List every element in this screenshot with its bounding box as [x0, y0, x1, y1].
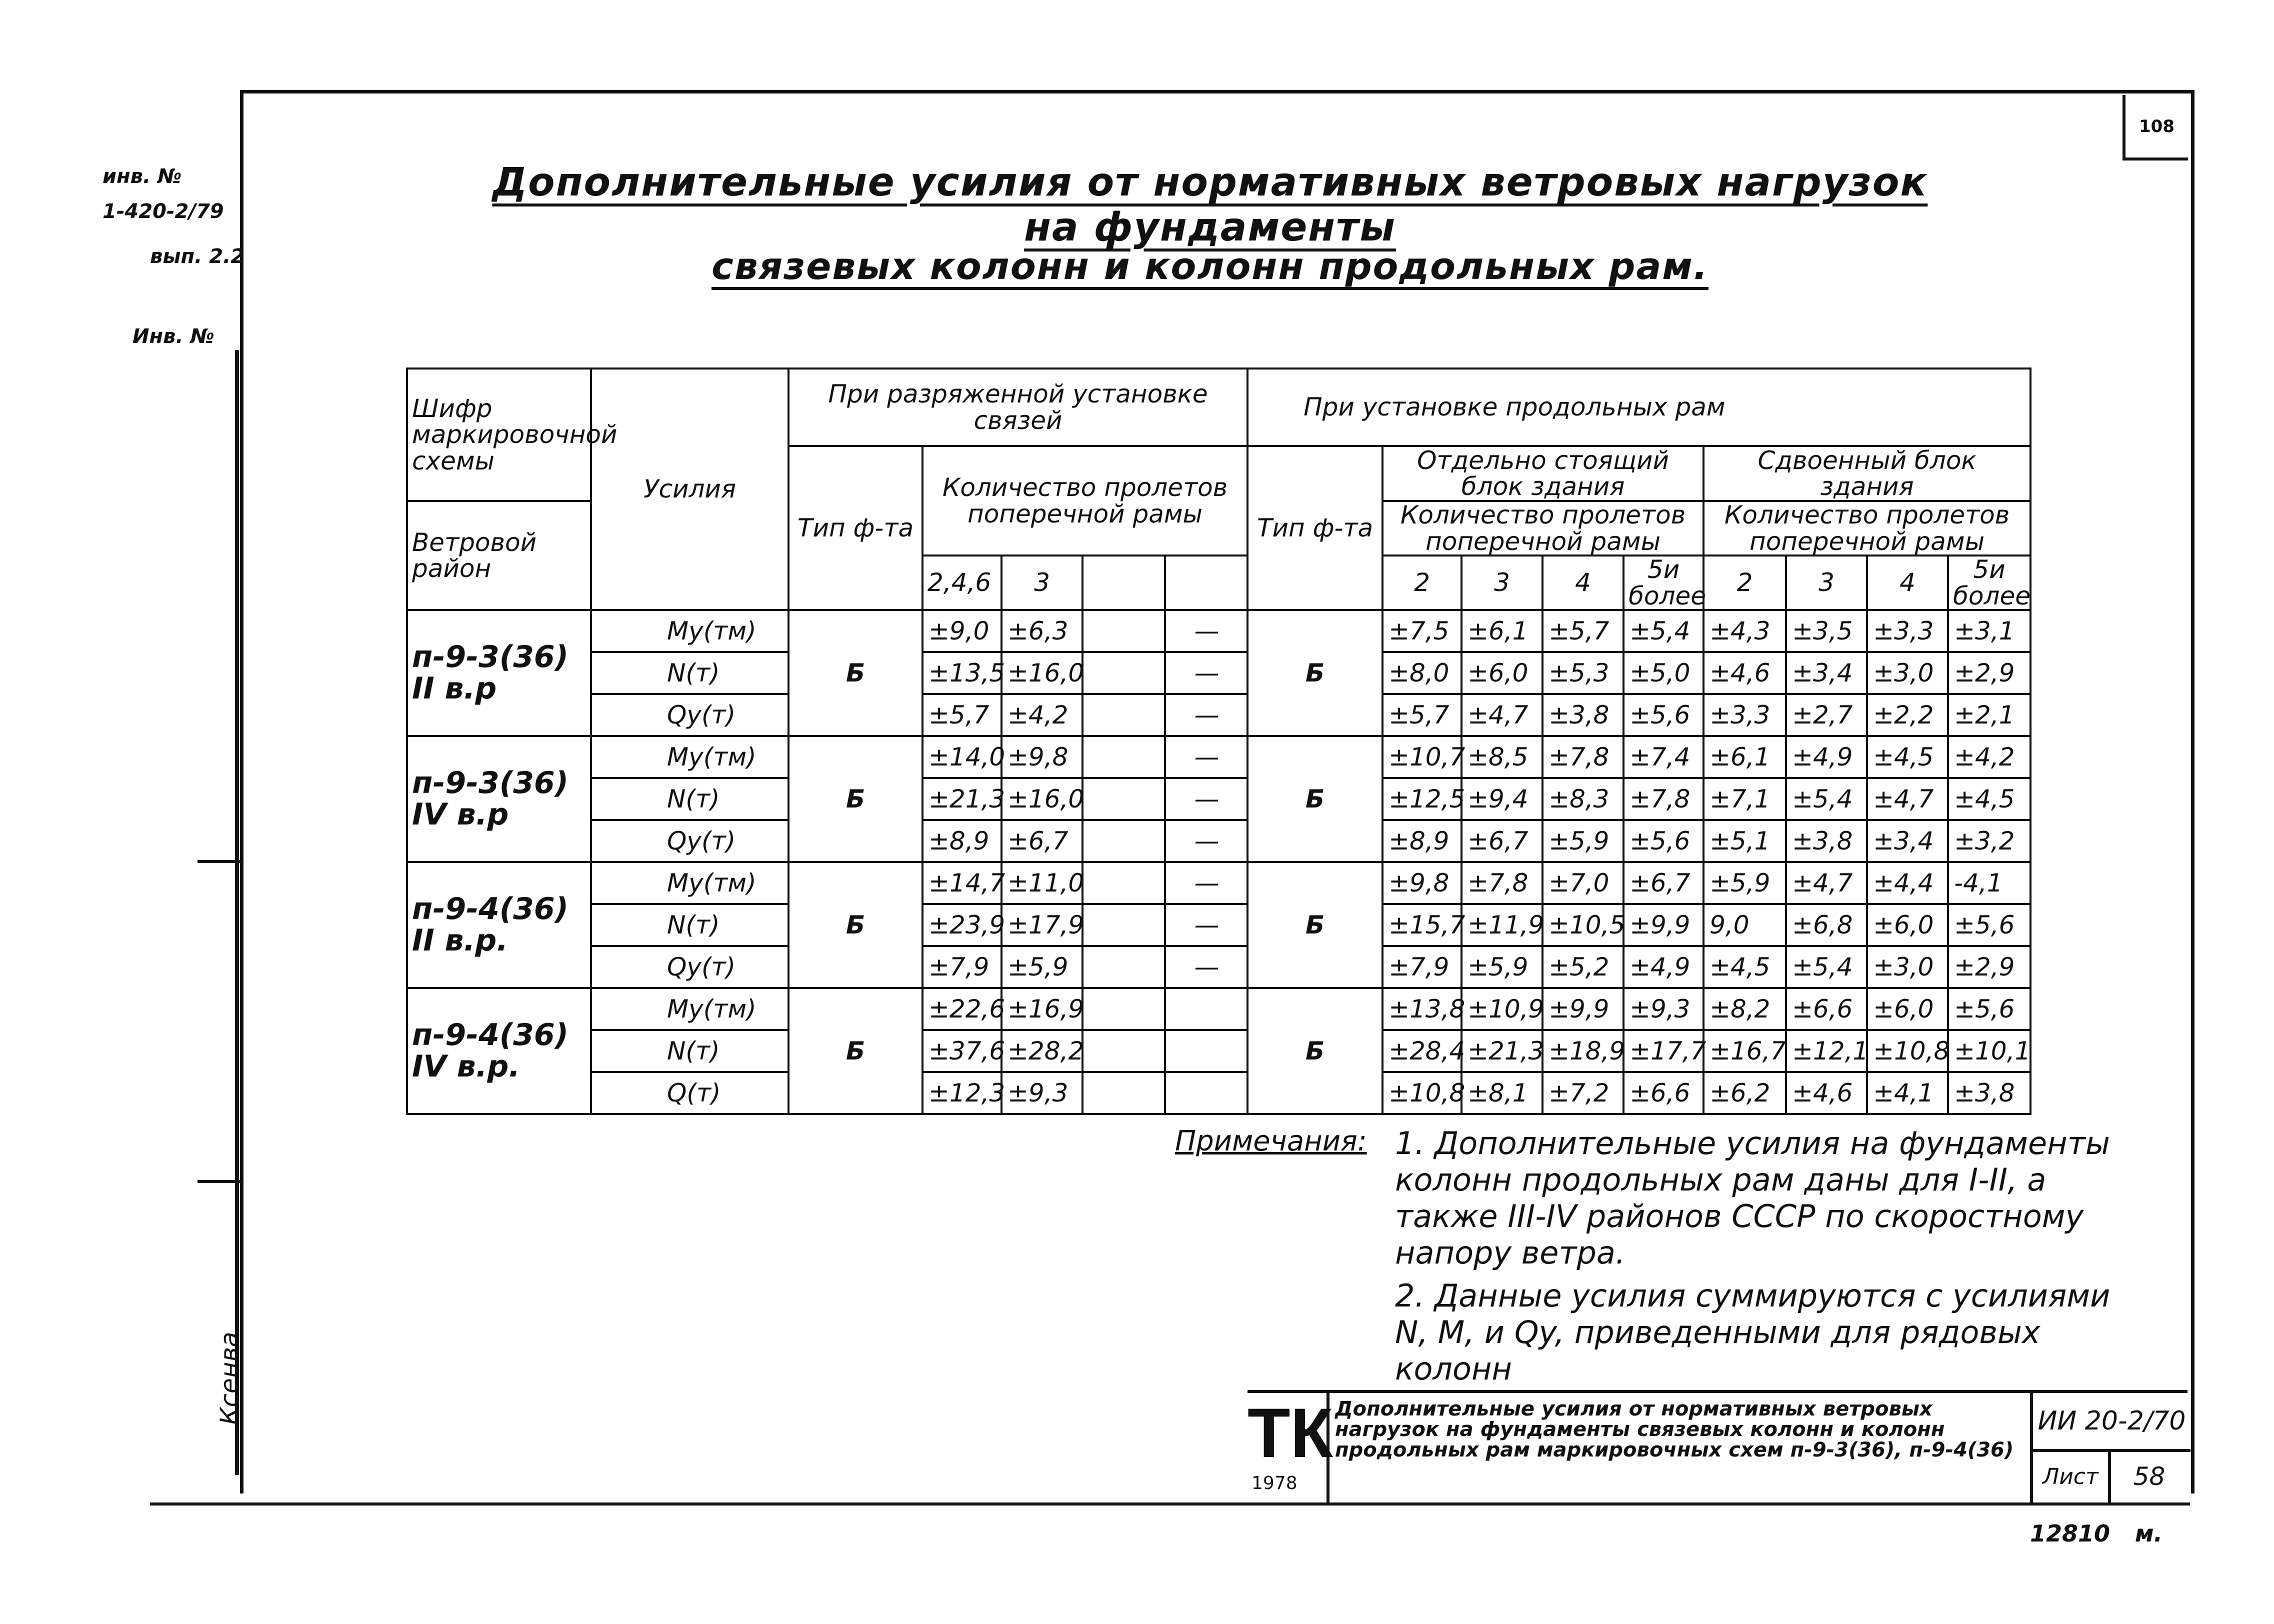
value-cell-right-1: ±10,8 — [1382, 1072, 1462, 1114]
value-cell-right-6: ±4,9 — [1786, 736, 1867, 778]
stamp-logo — [1248, 1393, 1333, 1503]
stamp-series: ИИ 20-2/70 — [2033, 1393, 2190, 1452]
stamp-right-cells — [2030, 1393, 2190, 1506]
value-cell-right-8: ±3,2 — [1948, 820, 2030, 862]
value-cell-left-4: — — [1165, 904, 1248, 946]
force-label: My(тм) — [591, 736, 788, 778]
value-cell-right-2: ±4,7 — [1462, 694, 1542, 736]
value-cell-left-1: ±9,0 — [922, 610, 1002, 652]
value-cell-left-2: ±17,9 — [1002, 904, 1082, 946]
value-cell-right-1: ±7,5 — [1382, 610, 1462, 652]
value-cell-right-8: ±3,1 — [1948, 610, 2030, 652]
sub-col-left-3 — [1082, 556, 1165, 610]
value-cell-right-6: ±6,6 — [1786, 988, 1867, 1030]
value-cell-left-2: ±9,8 — [1002, 736, 1082, 778]
value-cell-right-2: ±10,9 — [1462, 988, 1542, 1030]
scheme-code-cell — [407, 988, 591, 1114]
value-cell-right-1: ±9,8 — [1382, 862, 1462, 904]
value-cell-left-1: ±8,9 — [922, 820, 1002, 862]
value-cell-right-4: ±9,9 — [1624, 904, 1704, 946]
value-cell-left-1: ±13,5 — [922, 652, 1002, 694]
value-cell-left-3 — [1082, 904, 1165, 946]
value-cell-right-3: ±7,2 — [1542, 1072, 1624, 1114]
value-cell-right-5: ±4,5 — [1704, 946, 1786, 988]
value-cell-right-3: ±5,2 — [1542, 946, 1624, 988]
value-cell-right-4: ±5,6 — [1624, 694, 1704, 736]
value-cell-left-4: — — [1165, 820, 1248, 862]
value-cell-right-3: ±8,3 — [1542, 778, 1624, 820]
value-cell-right-3: ±3,8 — [1542, 694, 1624, 736]
header-separate-block: Отдельно стоящий блок здания — [1382, 446, 1704, 501]
value-cell-right-6: ±2,7 — [1786, 694, 1867, 736]
foundation-type-right: Б — [1248, 736, 1382, 862]
value-cell-right-7: ±2,2 — [1867, 694, 1948, 736]
value-cell-right-7: ±3,4 — [1867, 820, 1948, 862]
table-row — [407, 946, 2030, 988]
value-cell-right-7: ±3,0 — [1867, 652, 1948, 694]
value-cell-right-8: ±5,6 — [1948, 904, 2030, 946]
value-cell-left-2: ±4,2 — [1002, 694, 1082, 736]
value-cell-right-5: ±6,1 — [1704, 736, 1786, 778]
value-cell-left-2: ±5,9 — [1002, 946, 1082, 988]
value-cell-left-4 — [1165, 1030, 1248, 1072]
header-wind-region: Ветровой район — [407, 501, 591, 610]
scheme-code: п-9-3(36) — [412, 640, 569, 674]
value-cell-right-3: ±7,8 — [1542, 736, 1624, 778]
force-label: Qy(т) — [591, 820, 788, 862]
value-cell-right-8: ±5,6 — [1948, 988, 2030, 1030]
scheme-code: п-9-4(36) — [412, 892, 569, 926]
value-cell-left-1: ±22,6 — [922, 988, 1002, 1030]
bottom-mark: м. — [2135, 1520, 2163, 1547]
force-label: My(тм) — [591, 610, 788, 652]
value-cell-right-4: ±5,6 — [1624, 820, 1704, 862]
force-label: Qy(т) — [591, 694, 788, 736]
value-cell-right-2: ±7,8 — [1462, 862, 1542, 904]
header-type-left: Тип ф-та — [788, 446, 922, 610]
title-line-1: Дополнительные усилия от нормативных ветровых нагрузок на фундаменты — [492, 160, 1928, 250]
value-cell-right-5: ±7,1 — [1704, 778, 1786, 820]
scheme-code-cell — [407, 610, 591, 736]
value-cell-left-2: ±16,9 — [1002, 988, 1082, 1030]
sub-col-right-6: 3 — [1786, 556, 1867, 610]
note-item: 2. Данные усилия суммируются с усилиями N, M, и Qy, приведенными для рядовых колонн — [1395, 1277, 2110, 1387]
forces-table — [406, 368, 2032, 1115]
value-cell-left-3 — [1082, 1030, 1165, 1072]
sub-col-right-1: 2 — [1382, 556, 1462, 610]
value-cell-left-3 — [1082, 778, 1165, 820]
value-cell-right-1: ±8,9 — [1382, 820, 1462, 862]
value-cell-right-2: ±8,5 — [1462, 736, 1542, 778]
value-cell-left-3 — [1082, 946, 1165, 988]
value-cell-left-4 — [1165, 988, 1248, 1030]
value-cell-right-4: ±6,6 — [1624, 1072, 1704, 1114]
scheme-code: п-9-3(36) — [412, 766, 569, 800]
value-cell-right-8: ±3,8 — [1948, 1072, 2030, 1114]
value-cell-right-2: ±6,1 — [1462, 610, 1542, 652]
table-row — [407, 652, 2030, 694]
value-cell-right-7: ±4,7 — [1867, 778, 1948, 820]
value-cell-left-2: ±16,0 — [1002, 778, 1082, 820]
value-cell-right-1: ±10,7 — [1382, 736, 1462, 778]
wind-region: II в.р — [412, 671, 497, 706]
sub-col-right-5: 2 — [1704, 556, 1786, 610]
value-cell-right-4: ±6,7 — [1624, 862, 1704, 904]
value-cell-right-7: ±6,0 — [1867, 904, 1948, 946]
notes-label: Примечания: — [1175, 1125, 1367, 1158]
bottom-rule — [150, 1502, 2190, 1506]
value-cell-right-7: ±4,4 — [1867, 862, 1948, 904]
sub-col-left-1: 2,4,6 — [922, 556, 1002, 610]
bottom-code: 12810 — [2030, 1520, 2110, 1547]
value-cell-left-3 — [1082, 610, 1165, 652]
value-cell-right-7: ±10,8 — [1867, 1030, 1948, 1072]
value-cell-right-6: ±5,4 — [1786, 946, 1867, 988]
table-row — [407, 820, 2030, 862]
value-cell-right-4: ±5,4 — [1624, 610, 1704, 652]
value-cell-right-1: ±13,8 — [1382, 988, 1462, 1030]
header-spans-right-2: Количество пролетов поперечной рамы — [1704, 501, 2030, 556]
scheme-code: п-9-4(36) — [412, 1018, 569, 1052]
wind-region: II в.р. — [412, 923, 508, 958]
value-cell-left-2: ±16,0 — [1002, 652, 1082, 694]
value-cell-left-3 — [1082, 820, 1165, 862]
value-cell-right-5: ±6,2 — [1704, 1072, 1786, 1114]
scheme-code-cell — [407, 736, 591, 862]
value-cell-left-3 — [1082, 736, 1165, 778]
foundation-type-left: Б — [788, 736, 922, 862]
value-cell-left-3 — [1082, 862, 1165, 904]
table-row — [407, 988, 2030, 1030]
value-cell-left-2: ±9,3 — [1002, 1072, 1082, 1114]
value-cell-right-3: ±7,0 — [1542, 862, 1624, 904]
foundation-type-right: Б — [1248, 988, 1382, 1114]
value-cell-right-4: ±4,9 — [1624, 946, 1704, 988]
value-cell-left-3 — [1082, 694, 1165, 736]
header-group-right: При установке продольных рам — [1248, 368, 2030, 446]
value-cell-left-1: ±14,0 — [922, 736, 1002, 778]
value-cell-right-4: ±5,0 — [1624, 652, 1704, 694]
value-cell-right-7: ±4,5 — [1867, 736, 1948, 778]
value-cell-left-3 — [1082, 652, 1165, 694]
value-cell-left-4 — [1165, 1072, 1248, 1114]
header-group-left: При разряженной установке связей — [788, 368, 1248, 446]
value-cell-right-2: ±6,0 — [1462, 652, 1542, 694]
value-cell-right-2: ±11,9 — [1462, 904, 1542, 946]
value-cell-right-3: ±5,9 — [1542, 820, 1624, 862]
value-cell-left-2: ±6,3 — [1002, 610, 1082, 652]
value-cell-right-6: ±3,4 — [1786, 652, 1867, 694]
margin-ref-1: инв. № — [102, 165, 182, 188]
wind-region: IV в.р — [412, 797, 509, 832]
table-row — [407, 610, 2030, 652]
force-label: My(тм) — [591, 988, 788, 1030]
value-cell-right-2: ±6,7 — [1462, 820, 1542, 862]
value-cell-right-3: ±5,3 — [1542, 652, 1624, 694]
value-cell-right-5: ±16,7 — [1704, 1030, 1786, 1072]
value-cell-left-1: ±37,6 — [922, 1030, 1002, 1072]
value-cell-right-6: ±6,8 — [1786, 904, 1867, 946]
value-cell-left-1: ±23,9 — [922, 904, 1002, 946]
sub-col-left-4 — [1165, 556, 1248, 610]
sub-col-left-2: 3 — [1002, 556, 1082, 610]
value-cell-right-1: ±5,7 — [1382, 694, 1462, 736]
value-cell-right-5: ±4,6 — [1704, 652, 1786, 694]
margin-line — [235, 350, 239, 1475]
stamp-sheet-label: Лист — [2033, 1449, 2111, 1504]
value-cell-right-6: ±5,4 — [1786, 778, 1867, 820]
sub-col-right-7: 4 — [1867, 556, 1948, 610]
force-label: Q(т) — [591, 1072, 788, 1114]
margin-vertical-name: Ксенва — [215, 1332, 244, 1425]
sub-col-right-4: 5и более — [1624, 556, 1704, 610]
value-cell-right-5: 9,0 — [1704, 904, 1786, 946]
value-cell-right-1: ±8,0 — [1382, 652, 1462, 694]
value-cell-left-4: — — [1165, 946, 1248, 988]
table-body — [407, 610, 2030, 1114]
header-forces: Усилия — [591, 368, 788, 610]
title-line-2: связевых колонн и колонн продольных рам. — [711, 245, 1709, 288]
wind-region: IV в.р. — [412, 1049, 520, 1084]
stamp-description: Дополнительные усилия от нормативных ветровых нагрузок на фундаменты связевых колонн и колонн продольных рам маркировочных схем п-9-3(36), п-9-4(36) — [1335, 1398, 2014, 1462]
foundation-type-left: Б — [788, 862, 922, 988]
value-cell-left-1: ±7,9 — [922, 946, 1002, 988]
value-cell-right-5: ±4,3 — [1704, 610, 1786, 652]
value-cell-right-3: ±10,5 — [1542, 904, 1624, 946]
value-cell-right-7: ±3,3 — [1867, 610, 1948, 652]
value-cell-right-7: ±4,1 — [1867, 1072, 1948, 1114]
value-cell-right-6: ±4,6 — [1786, 1072, 1867, 1114]
value-cell-left-4: — — [1165, 778, 1248, 820]
header-scheme-code: Шифр маркировочной схемы — [407, 368, 591, 501]
header-joined-block: Сдвоенный блок здания — [1704, 446, 2030, 501]
value-cell-left-4: — — [1165, 862, 1248, 904]
margin-divider — [198, 1180, 240, 1183]
value-cell-left-3 — [1082, 1072, 1165, 1114]
header-type-right: Тип ф-та — [1248, 446, 1382, 610]
value-cell-right-6: ±3,5 — [1786, 610, 1867, 652]
value-cell-right-1: ±28,4 — [1382, 1030, 1462, 1072]
value-cell-left-1: ±5,7 — [922, 694, 1002, 736]
value-cell-right-2: ±8,1 — [1462, 1072, 1542, 1114]
value-cell-right-4: ±17,7 — [1624, 1030, 1704, 1072]
table-row — [407, 1072, 2030, 1114]
sub-col-right-3: 4 — [1542, 556, 1624, 610]
value-cell-right-4: ±7,4 — [1624, 736, 1704, 778]
value-cell-left-4: — — [1165, 652, 1248, 694]
value-cell-right-8: ±4,2 — [1948, 736, 2030, 778]
value-cell-right-1: ±12,5 — [1382, 778, 1462, 820]
table-row — [407, 778, 2030, 820]
value-cell-right-1: ±15,7 — [1382, 904, 1462, 946]
value-cell-left-1: ±14,7 — [922, 862, 1002, 904]
value-cell-right-8: ±4,5 — [1948, 778, 2030, 820]
value-cell-right-4: ±7,8 — [1624, 778, 1704, 820]
value-cell-right-5: ±5,1 — [1704, 820, 1786, 862]
value-cell-right-2: ±21,3 — [1462, 1030, 1542, 1072]
table-row — [407, 694, 2030, 736]
tk-logo: ТК — [1248, 1394, 1333, 1472]
value-cell-left-2: ±28,2 — [1002, 1030, 1082, 1072]
value-cell-left-4: — — [1165, 610, 1248, 652]
value-cell-right-1: ±7,9 — [1382, 946, 1462, 988]
page-number: 108 — [2122, 95, 2188, 160]
foundation-type-right: Б — [1248, 862, 1382, 988]
force-label: N(т) — [591, 904, 788, 946]
force-label: N(т) — [591, 1030, 788, 1072]
stamp-sheet-number: 58 — [2133, 1462, 2166, 1491]
value-cell-right-2: ±9,4 — [1462, 778, 1542, 820]
header-spans-left: Количество пролетов поперечной рамы — [922, 446, 1248, 556]
force-label: Qy(т) — [591, 946, 788, 988]
sub-col-right-8: 5и более — [1948, 556, 2030, 610]
value-cell-left-4: — — [1165, 694, 1248, 736]
table-row — [407, 862, 2030, 904]
margin-ref-4: Инв. № — [132, 325, 214, 348]
value-cell-right-3: ±5,7 — [1542, 610, 1624, 652]
value-cell-right-3: ±9,9 — [1542, 988, 1624, 1030]
value-cell-right-6: ±4,7 — [1786, 862, 1867, 904]
value-cell-left-2: ±6,7 — [1002, 820, 1082, 862]
margin-divider — [198, 860, 240, 863]
note-item: 1. Дополнительные усилия на фундаменты колонн продольных рам даны для I-II, а также III-IV районов СССР по скоростному напору ветра. — [1395, 1125, 2110, 1272]
title-block — [1248, 1390, 2188, 1508]
value-cell-right-2: ±5,9 — [1462, 946, 1542, 988]
scheme-code-cell — [407, 862, 591, 988]
value-cell-right-5: ±3,3 — [1704, 694, 1786, 736]
value-cell-right-8: ±10,1 — [1948, 1030, 2030, 1072]
sub-col-right-2: 3 — [1462, 556, 1542, 610]
value-cell-left-3 — [1082, 988, 1165, 1030]
value-cell-right-7: ±6,0 — [1867, 988, 1948, 1030]
header-spans-right-1: Количество пролетов поперечной рамы — [1382, 501, 1704, 556]
value-cell-right-8: ±2,1 — [1948, 694, 2030, 736]
foundation-type-left: Б — [788, 988, 922, 1114]
value-cell-right-5: ±5,9 — [1704, 862, 1786, 904]
value-cell-left-4: — — [1165, 736, 1248, 778]
margin-ref-2: 1-420-2/79 — [102, 200, 224, 223]
value-cell-left-2: ±11,0 — [1002, 862, 1082, 904]
force-label: N(т) — [591, 778, 788, 820]
stamp-year: 1978 — [1252, 1473, 1298, 1494]
value-cell-right-8: ±2,9 — [1948, 946, 2030, 988]
margin-ref-3: вып. 2.2 — [150, 245, 245, 268]
force-label: N(т) — [591, 652, 788, 694]
table-row — [407, 1030, 2030, 1072]
value-cell-left-1: ±21,3 — [922, 778, 1002, 820]
value-cell-right-6: ±3,8 — [1786, 820, 1867, 862]
force-label: My(тм) — [591, 862, 788, 904]
value-cell-right-7: ±3,0 — [1867, 946, 1948, 988]
value-cell-right-6: ±12,1 — [1786, 1030, 1867, 1072]
value-cell-right-3: ±18,9 — [1542, 1030, 1624, 1072]
value-cell-right-8: ±2,9 — [1948, 652, 2030, 694]
foundation-type-right: Б — [1248, 610, 1382, 736]
foundation-type-left: Б — [788, 610, 922, 736]
value-cell-left-1: ±12,3 — [922, 1072, 1002, 1114]
value-cell-right-8: -4,1 — [1948, 862, 2030, 904]
value-cell-right-5: ±8,2 — [1704, 988, 1786, 1030]
table-row — [407, 736, 2030, 778]
table-row — [407, 904, 2030, 946]
value-cell-right-4: ±9,3 — [1624, 988, 1704, 1030]
